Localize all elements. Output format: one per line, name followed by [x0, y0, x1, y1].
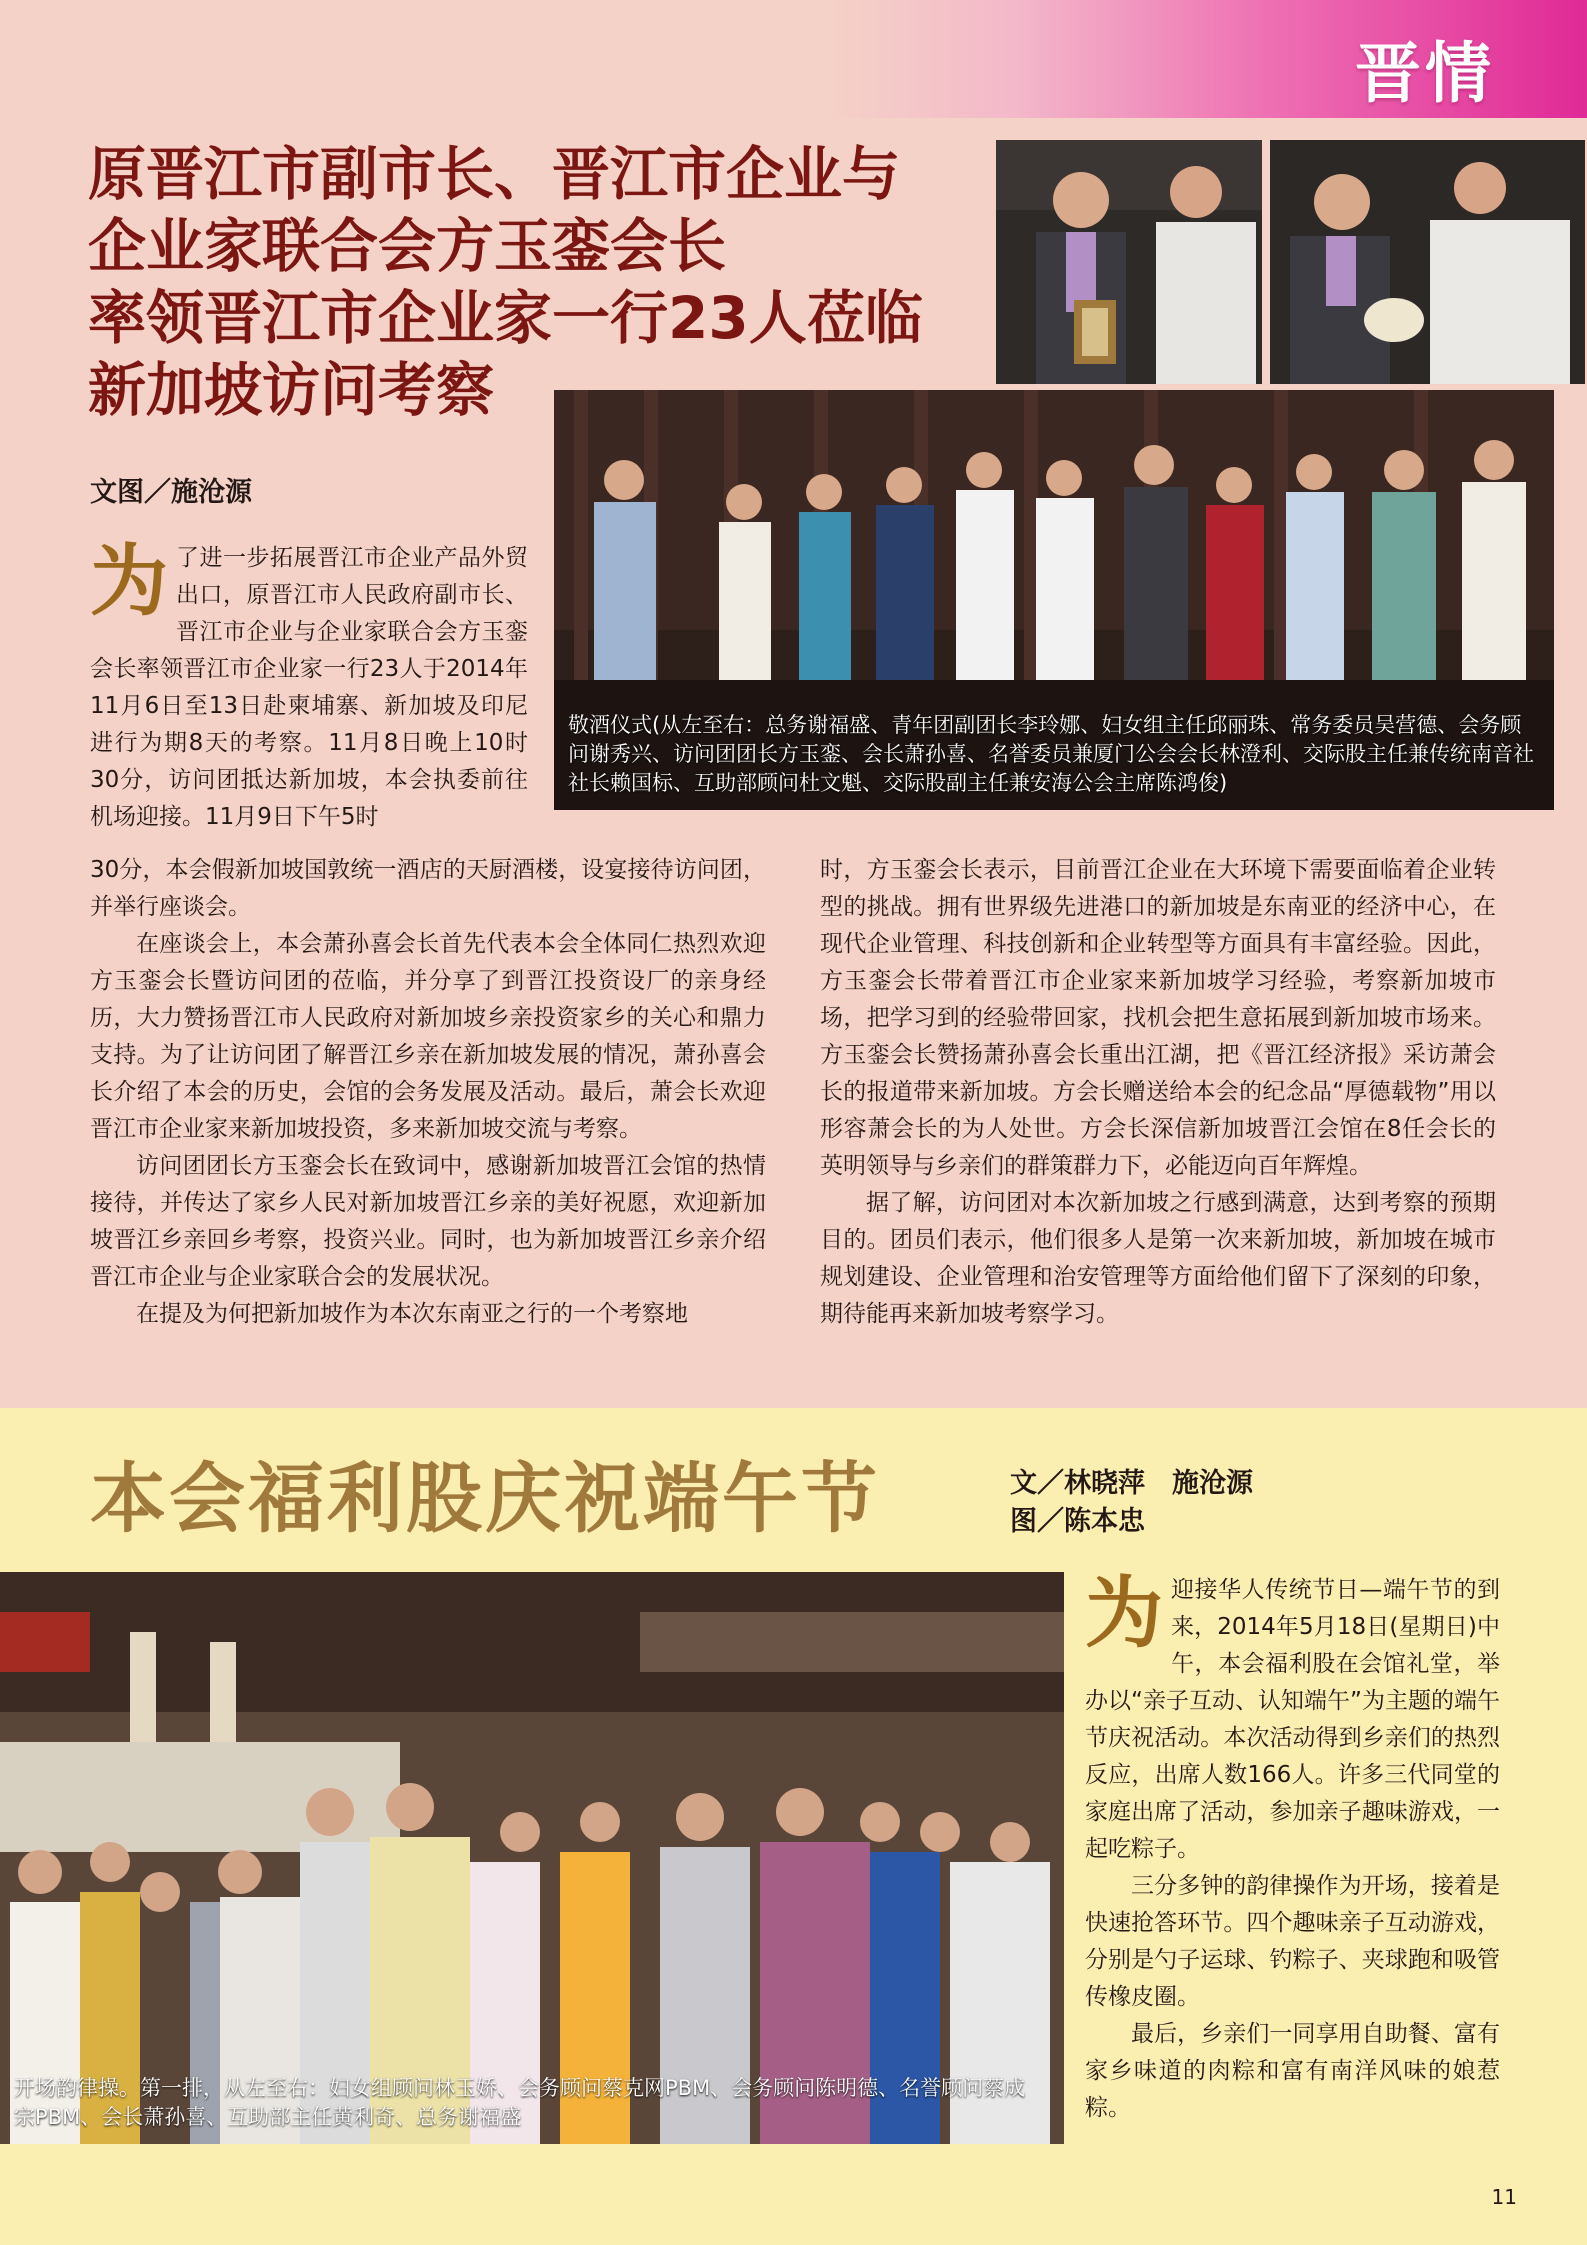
- header-band: [0, 0, 1587, 118]
- paragraph: 在座谈会上，本会萧孙喜会长首先代表本会全体同仁热烈欢迎方玉銮会长暨访问团的莅临，并分享了到晋江投资设厂的亲身经历，大力赞扬晋江市人民政府对新加坡乡亲投资家乡的关心和鼎力支持。为了让访问团了解晋江乡亲在新加坡发展的情况，萧孙喜会长介绍了本会的历史，会馆的会务发展及活动。最后，萧会长欢迎晋江市企业家来新加坡投资，多来新加坡交流与考察。: [90, 931, 766, 1142]
- article-2-byline: [1010, 1465, 1253, 1541]
- paragraph: 在提及为何把新加坡作为本次东南亚之行的一个考察地: [136, 1301, 688, 1327]
- paragraph: [1085, 1568, 1500, 1868]
- paragraph: 30分，本会假新加坡国敦统一酒店的天厨酒楼，设宴接待访问团，并举行座谈会。: [90, 857, 766, 920]
- paragraph: 最后，乡亲们一同享用自助餐、富有家乡味道的肉粽和富有南洋风味的娘惹粽。: [1085, 2021, 1500, 2121]
- section-tag: 晋情: [1355, 34, 1495, 112]
- article-1-byline: 文图／施沧源: [90, 477, 252, 508]
- article-1-column-2: [820, 852, 1496, 1333]
- headline-line: 新加坡访问考察: [88, 356, 495, 424]
- headline-line: 企业家联合会方玉銮会长: [88, 212, 727, 280]
- toast-photo-caption: 敬酒仪式(从左至右：总务谢福盛、青年团副团长李玲娜、妇女组主任邱丽珠、常务委员吴营德、会务顾问谢秀兴、访问团团长方玉銮、会长萧孙喜、名誉委员兼厦门公会会长林澄利、交际股主任兼传统南音社社长赖国标、互助部顾问杜文魁、交际股副主任兼安海公会主席陈鸿俊): [568, 713, 1534, 795]
- paragraph: 时，方玉銮会长表示，目前晋江企业在大环境下需要面临着企业转型的挑战。拥有世界级先进港口的新加坡是东南亚的经济中心，在现代企业管理、科技创新和企业转型等方面具有丰富经验。因此，方玉銮会长带着晋江市企业家来新加坡学习经验，考察新加坡市场，把学习到的经验带回家，找机会把生意拓展到新加坡市场来。方玉銮会长赞扬萧孙喜会长重出江湖，把《晋江经济报》采访萧会长的报道带来新加坡。方会长赠送给本会的纪念品“厚德载物”用以形容萧会长的为人处世。方会长深信新加坡晋江会馆在8任会长的英明领导与乡亲们的群策群力下，必能迈向百年辉煌。: [820, 857, 1496, 1179]
- intro-text: 迎接华人传统节日—端午节的到来，2014年5月18日(星期日)中午，本会福利股在会馆礼堂，举办以“亲子互动、认知端午”为主题的端午节庆祝活动。本次活动得到乡亲们的热烈反应，出席人数166人。许多三代同堂的家庭出席了活动，参加亲子趣味游戏，一起吃粽子。: [1085, 1577, 1500, 1862]
- paragraph: 据了解，访问团对本次新加坡之行感到满意，达到考察的预期目的。团员们表示，他们很多人是第一次来新加坡，新加坡在城市规划建设、企业管理和治安管理等方面给他们留下了深刻的印象，期待能再来新加坡考察学习。: [820, 1190, 1496, 1327]
- exercise-photo-caption: 开场韵律操。第一排，从左至右：妇女组顾问林玉娇、会务顾问蔡克网PBM、会务顾问陈明德、名誉顾问蔡成宗PBM、会长萧孙喜、互助部主任黄利奇、总务谢福盛: [14, 2076, 1026, 2129]
- photo-rhythm-exercise: [0, 1572, 1064, 2144]
- article-2-title: 本会福利股庆祝端午节: [90, 1454, 880, 1543]
- paragraph: 三分多钟的韵律操作为开场，接着是快速抢答环节。四个趣味亲子互动游戏，分别是勺子运球、钓粽子、夹球跑和吸管传橡皮圈。: [1085, 1873, 1500, 2010]
- article-1-intro: [90, 536, 528, 836]
- photo-plaque-presentation: [996, 140, 1262, 384]
- page-number: 11: [1491, 2185, 1517, 2209]
- headline-line: 原晋江市副市长、晋江市企业与: [88, 140, 901, 208]
- photo-gift-exchange: [1270, 140, 1585, 384]
- intro-text: 了进一步拓展晋江市企业产品外贸出口，原晋江市人民政府副市长、晋江市企业与企业家联合会方玉銮会长率领晋江市企业家一行23人于2014年11月6日至13日赴柬埔寨、新加坡及印尼进行为期8天的考察。11月8日晚上10时30分，访问团抵达新加坡，本会执委前往机场迎接。11月9日下午5时: [90, 545, 528, 830]
- article-2-body: [1085, 1568, 1500, 2127]
- drop-cap: 为: [90, 536, 169, 627]
- drop-cap: 为: [1085, 1568, 1164, 1659]
- byline-text-credit: 文／林晓萍 施沧源: [1010, 1468, 1253, 1499]
- headline-line: 率领晋江市企业家一行23人莅临: [88, 284, 923, 352]
- paragraph: 访问团团长方玉銮会长在致词中，感谢新加坡晋江会馆的热情接待，并传达了家乡人民对新加坡晋江乡亲的美好祝愿，欢迎新加坡晋江乡亲回乡考察，投资兴业。同时，也为新加坡晋江乡亲介绍晋江市企业与企业家联合会的发展状况。: [90, 1153, 766, 1290]
- article-1-column-1: [90, 852, 766, 1333]
- article-1-headline: [88, 138, 988, 426]
- byline-photo-credit: 图／陈本忠: [1010, 1506, 1145, 1537]
- photo-toast-ceremony: [554, 390, 1554, 810]
